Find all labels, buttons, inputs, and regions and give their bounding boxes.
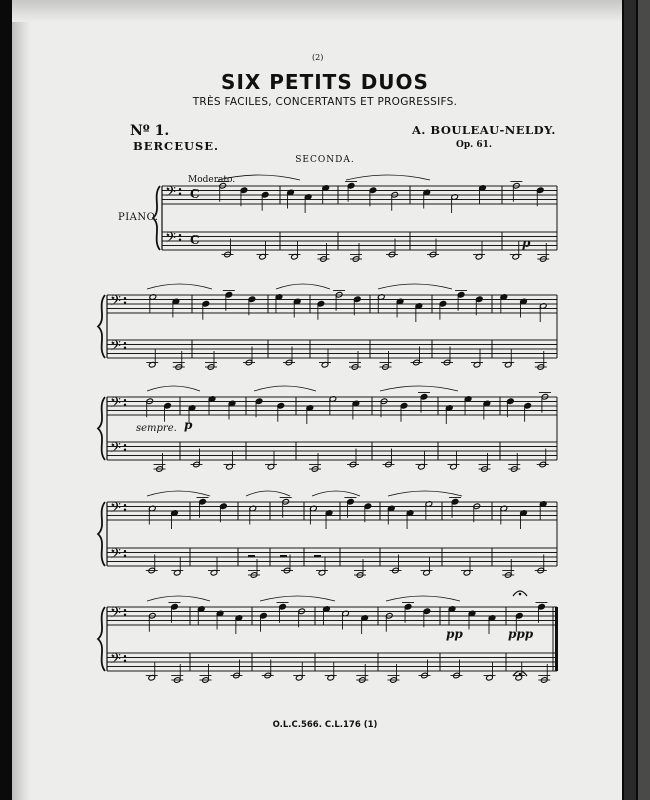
clef-dot [124, 504, 126, 506]
clef-dot [124, 555, 126, 557]
bass-clef-icon: 𝄢 [110, 546, 121, 566]
dynamic-marking: p [522, 236, 531, 250]
part-name: SECONDA. [295, 155, 355, 165]
clef-dot [124, 655, 126, 657]
instrument-label: PIANO. [118, 212, 159, 223]
piece-number: Nº 1. [130, 123, 170, 139]
slur [147, 596, 210, 601]
bass-clef-icon: 𝄢 [165, 230, 176, 250]
brace [98, 397, 105, 460]
clef-dot [124, 347, 126, 349]
clef-dot [124, 614, 126, 616]
bass-clef-icon: 𝄢 [110, 605, 121, 625]
dynamic-marking: ppp [508, 627, 534, 641]
bass-clef-icon: 𝄢 [110, 395, 121, 415]
clef-dot [124, 297, 126, 299]
expression-marking: sempre. [136, 423, 177, 434]
plate-number: O.L.C.566. C.L.176 (1) [272, 720, 378, 730]
slur [254, 386, 316, 391]
dynamic-marking: p [184, 418, 193, 432]
bass-clef-icon: 𝄢 [110, 500, 121, 520]
page-number: (2) [312, 53, 324, 62]
slur [386, 596, 460, 601]
slur [388, 491, 462, 496]
fermata-icon [519, 593, 522, 596]
brace [98, 607, 105, 671]
slur [147, 284, 212, 289]
slur [260, 596, 335, 601]
slur [380, 386, 458, 391]
clef-dot [179, 188, 181, 190]
clef-dot [124, 302, 126, 304]
dynamic-marking: pp [446, 627, 463, 641]
brace [98, 502, 105, 566]
opus-number: Op. 61. [456, 140, 493, 150]
slur [276, 284, 330, 289]
time-signature: C [190, 233, 200, 247]
fermata-icon [519, 673, 522, 676]
slur [147, 491, 210, 496]
tempo-marking: Moderato. [188, 175, 236, 185]
bass-clef-icon: 𝄢 [110, 338, 121, 358]
rest-icon [314, 555, 321, 558]
piece-title: BERCEUSE. [133, 139, 220, 153]
clef-dot [124, 444, 126, 446]
bass-clef-icon: 𝄢 [110, 293, 121, 313]
clef-dot [124, 550, 126, 552]
rest-icon [248, 555, 255, 558]
brace [98, 295, 105, 358]
composer-name: A. BOULEAU-NELDY. [412, 123, 556, 137]
clef-dot [179, 234, 181, 236]
time-signature: C [190, 187, 200, 201]
final-barline [555, 607, 558, 671]
clef-dot [124, 509, 126, 511]
clef-dot [179, 239, 181, 241]
clef-dot [124, 404, 126, 406]
clef-dot [124, 660, 126, 662]
bass-clef-icon: 𝄢 [110, 651, 121, 671]
slur [246, 491, 290, 496]
brace [153, 186, 160, 250]
slur [312, 491, 360, 496]
page-subtitle: TRÈS FACILES, CONCERTANTS ET PROGRESSIFS. [192, 96, 458, 108]
clef-dot [179, 193, 181, 195]
bass-clef-icon: 𝄢 [165, 184, 176, 204]
slur [378, 284, 452, 289]
slur [218, 175, 300, 180]
bass-clef-icon: 𝄢 [110, 440, 121, 460]
slur [346, 175, 430, 180]
rest-icon [280, 555, 287, 558]
slur [147, 386, 200, 391]
clef-dot [124, 342, 126, 344]
clef-dot [124, 399, 126, 401]
clef-dot [124, 449, 126, 451]
page-title: SIX PETITS DUOS [221, 70, 429, 94]
clef-dot [124, 609, 126, 611]
